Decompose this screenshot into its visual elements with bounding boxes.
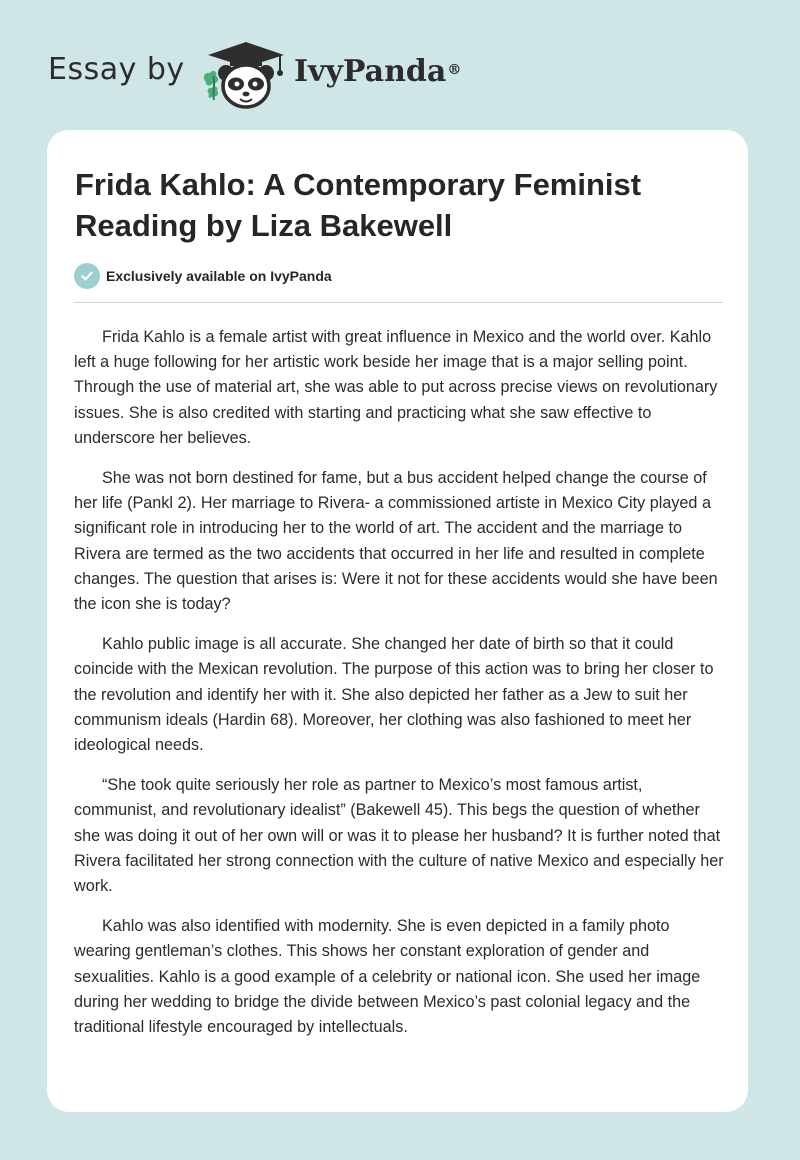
essay-by-label: Essay by <box>48 52 185 87</box>
check-circle-icon <box>74 263 100 289</box>
paragraph: Kahlo public image is all accurate. She changed her date of birth so that it could coincide with the Mexican revolution. The purpose of this action was to bring her closer to the revolution and identify her with it. She also depicted her father as a Jew to suit her communism ideals (Hardin 68). Moreover, her clothing was also fashioned to meet her ideological needs. <box>74 635 714 755</box>
brand-name[interactable]: IvyPanda® <box>294 54 462 89</box>
exclusive-label: Exclusively available on IvyPanda <box>106 268 332 284</box>
site-header <box>0 0 800 128</box>
title-divider <box>74 302 723 303</box>
trademark-symbol: ® <box>447 62 462 78</box>
exclusive-badge <box>74 263 332 289</box>
paragraph: Frida Kahlo is a female artist with great influence in Mexico and the world over. Kahlo left a huge following for her artistic work beside her image that is a major selling point. Through the use of material art, she was able to put across precise views on revolutionary issues. She is also credited with starting and practicing what she saw effective to underscore her believes. <box>74 328 718 447</box>
essay-card <box>47 130 748 1112</box>
essay-body <box>74 325 726 1055</box>
paragraph: “She took quite seriously her role as partner to Mexico’s most famous artist, communist, and revolutionary idealist” (Bakewell 45). This begs the question of whether she was doing it out of her own will or was it to please her husband? It is further noted that Rivera facilitated her strong connection with the culture of native Mexico and especially her work. <box>74 776 724 896</box>
paragraph: Kahlo was also identified with modernity. She is even depicted in a family photo wearing gentleman’s clothes. This shows her constant exploration of gender and sexualities. Kahlo is a good example of a celebrity or national icon. She used her image during her wedding to bridge the divide between Mexico’s past colonial legacy and the traditional lifestyle encouraged by intellectuals. <box>74 917 701 1037</box>
paragraph: She was not born destined for fame, but a bus accident helped change the course of her life (Pankl 2). Her marriage to Rivera- a commissioned artiste in Mexico City played a significant role in introducing her to the world of art. The accident and the marriage to Rivera are termed as the two accidents that occurred in her life and resulted in complete changes. The question that arises is: Were it not for these accidents would she have been the icon she is today? <box>74 469 718 614</box>
panda-graduate-icon[interactable] <box>200 38 292 110</box>
essay-title: Frida Kahlo: A Contemporary Feminist Reading by Liza Bakewell <box>75 167 642 243</box>
